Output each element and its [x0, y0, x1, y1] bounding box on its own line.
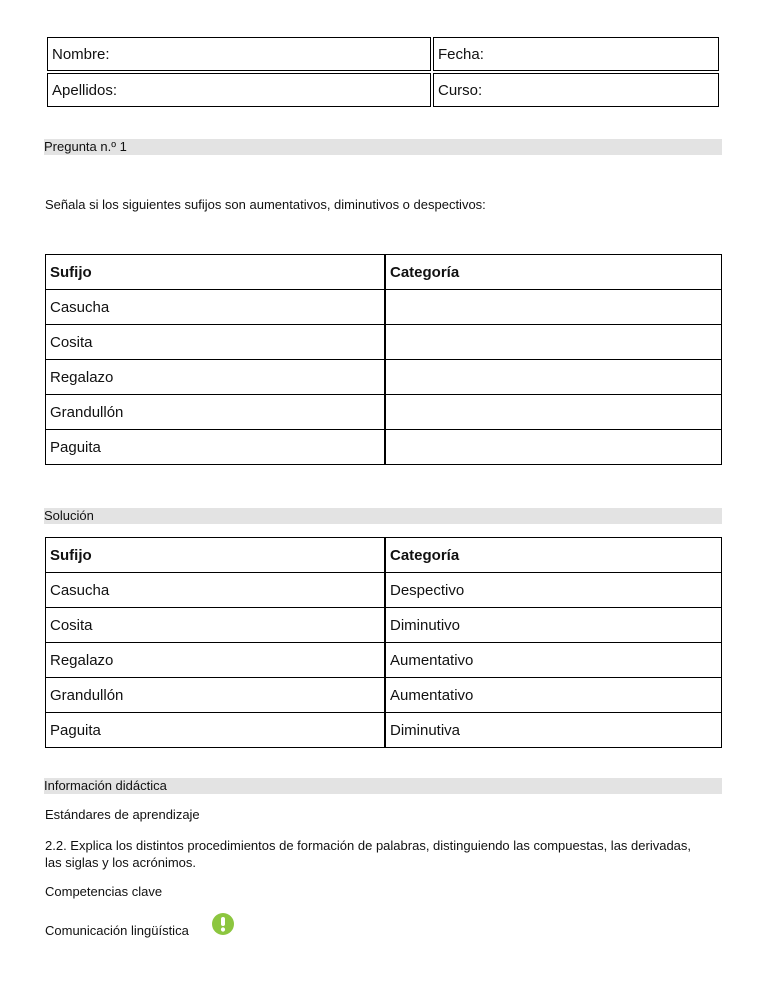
solution-cell-categoria: Diminutiva: [385, 713, 722, 748]
question-table: [45, 254, 722, 465]
question-cell-sufijo: Paguita: [46, 430, 386, 465]
question-cell-answer[interactable]: [385, 395, 722, 430]
solution-table: [45, 537, 722, 748]
question-header-sufijo: Sufijo: [46, 255, 386, 290]
solution-cell-sufijo: Grandullón: [46, 678, 386, 713]
standards-label: Estándares de aprendizaje: [45, 807, 200, 822]
solution-header-sufijo: Sufijo: [46, 538, 386, 573]
competences-label: Competencias clave: [45, 884, 163, 899]
question-cell-answer[interactable]: [385, 430, 722, 465]
question-cell-answer[interactable]: [385, 360, 722, 395]
table-row: [46, 325, 722, 360]
table-row: [46, 678, 722, 713]
competence-text: Comunicación lingüística: [45, 923, 189, 938]
fecha-field[interactable]: Fecha:: [433, 37, 719, 71]
solution-cell-sufijo: Casucha: [46, 573, 386, 608]
question-cell-sufijo: Regalazo: [46, 360, 386, 395]
question-cell-answer[interactable]: [385, 290, 722, 325]
table-row: [46, 395, 722, 430]
question-instruction: Señala si los siguientes sufijos son aumentativos, diminutivos o despectivos:: [45, 197, 486, 212]
question-header-categoria: Categoría: [385, 255, 722, 290]
question-title: Pregunta n.º 1: [44, 139, 722, 155]
question-cell-sufijo: Cosita: [46, 325, 386, 360]
solution-header-categoria: Categoría: [385, 538, 722, 573]
solution-cell-categoria: Aumentativo: [385, 643, 722, 678]
question-cell-sufijo: Grandullón: [46, 395, 386, 430]
solution-cell-categoria: Diminutivo: [385, 608, 722, 643]
solution-cell-categoria: Despectivo: [385, 573, 722, 608]
solution-title: Solución: [44, 508, 722, 524]
curso-field[interactable]: Curso:: [433, 73, 719, 107]
solution-cell-categoria: Aumentativo: [385, 678, 722, 713]
standard-text: 2.2. Explica los distintos procedimientos de formación de palabras, distinguiendo las compuestas, las derivadas, las siglas y los acrónimos.: [45, 838, 692, 870]
didactic-title: Información didáctica: [44, 778, 722, 794]
apellidos-field[interactable]: Apellidos:: [47, 73, 431, 107]
solution-cell-sufijo: Cosita: [46, 608, 386, 643]
table-row: [46, 290, 722, 325]
question-cell-answer[interactable]: [385, 325, 722, 360]
table-row: [46, 608, 722, 643]
table-row: [46, 430, 722, 465]
solution-cell-sufijo: Regalazo: [46, 643, 386, 678]
table-row: [46, 360, 722, 395]
solution-cell-sufijo: Paguita: [46, 713, 386, 748]
table-row: [46, 713, 722, 748]
nombre-field[interactable]: Nombre:: [47, 37, 431, 71]
table-row: [46, 643, 722, 678]
table-row: [46, 573, 722, 608]
exclamation-circle-icon: [212, 913, 234, 935]
question-cell-sufijo: Casucha: [46, 290, 386, 325]
student-info-table: [45, 35, 721, 109]
